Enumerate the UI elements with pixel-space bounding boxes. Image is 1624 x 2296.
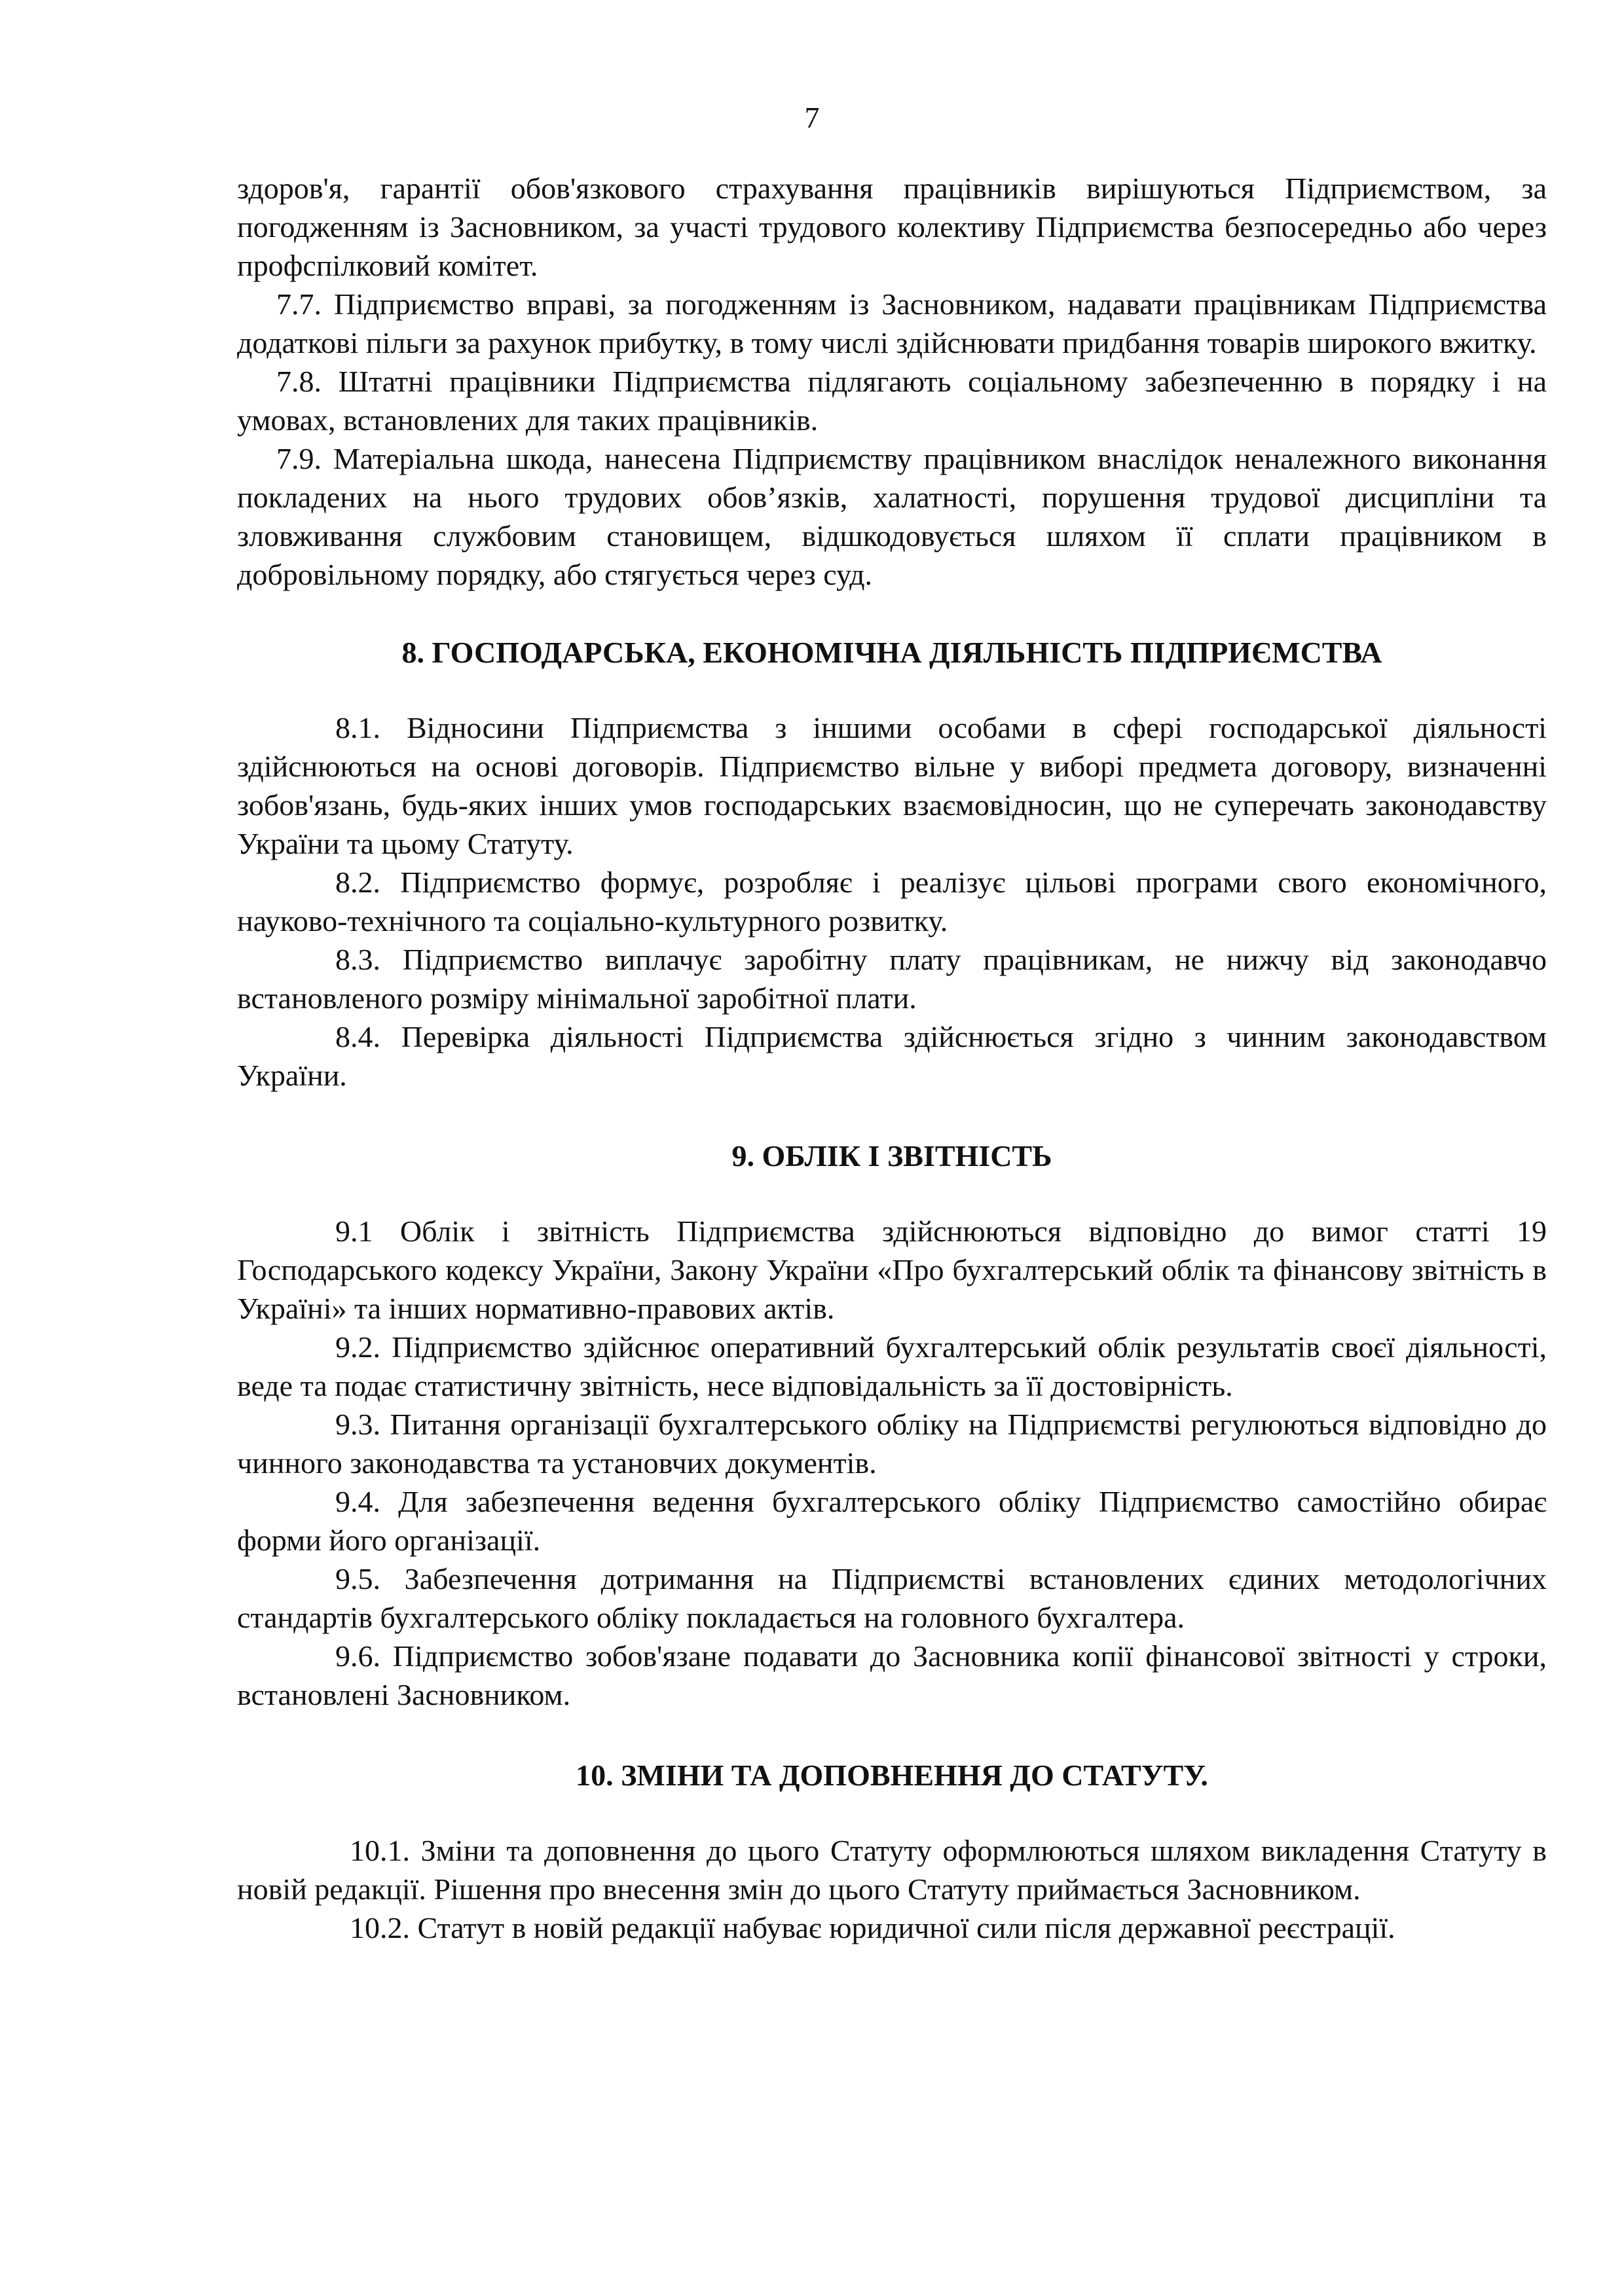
page-number: 7 <box>804 101 820 134</box>
paragraph-8-3: 8.3. Підприємство виплачує заробітну плату працівникам, не нижчу від законодавчо встановленого розміру мінімальної заробітної плати. <box>237 943 1547 1015</box>
paragraph-9-1: 9.1 Облік і звітність Підприємства здійснюються відповідно до вимог статті 19 Господарського кодексу України, Закону України «Про бухгалтерський облік та фінансову звітність в Україні» та інших нормативно-правових актів. <box>237 1214 1547 1325</box>
paragraph-9-3: 9.3. Питання організації бухгалтерського обліку на Підприємстві регулюються відповідно до чинного законодавства та установчих документів. <box>237 1408 1547 1480</box>
section-9-heading: 9. ОБЛІК І ЗВІТНІСТЬ <box>731 1139 1052 1173</box>
paragraph-8-2: 8.2. Підприємство формує, розробляє і реалізує цільові програми свого економічного, науково-технічного та соціально-культурного розвитку. <box>237 866 1547 938</box>
section-10-heading: 10. ЗМІНИ ТА ДОПОВНЕННЯ ДО СТАТУТУ. <box>576 1758 1208 1792</box>
paragraph-7-9: 7.9. Матеріальна шкода, нанесена Підприємству працівником внаслідок неналежного виконання покладених на нього трудових обов’язків, халатності, порушення трудової дисципліни та зловживання службовим становищем, відшкодовується шляхом її сплати працівником в добровільному порядку, або стягується через суд. <box>237 442 1547 591</box>
paragraph-9-6: 9.6. Підприємство зобов'язане подавати до Засновника копії фінансової звітності у строки, встановлені Засновником. <box>237 1639 1547 1711</box>
section-8-heading: 8. ГОСПОДАРСЬКА, ЕКОНОМІЧНА ДІЯЛЬНІСТЬ ПІДПРИЄМСТВА <box>401 636 1382 669</box>
paragraph-8-1: 8.1. Відносини Підприємства з іншими особами в сфері господарської діяльності здійснюються на основі договорів. Підприємство вільне у виборі предмета договору, визначенні зобов'язань, будь-яких інших умов господарських взаємовідносин, що не суперечать законодавству України та цьому Статуту. <box>237 711 1547 860</box>
paragraph-10-2: 10.2. Статут в новій редакції набуває юридичної сили після державної реєстрації. <box>350 1911 1395 1944</box>
paragraph-8-4: 8.4. Перевірка діяльності Підприємства здійснюється згідно з чинним законодавством України. <box>237 1020 1547 1092</box>
paragraph-continuation: здоров'я, гарантії обов'язкового страхування працівників вирішуються Підприємством, за погодженням із Засновником, за участі трудового колективу Підприємства безпосередньо або через профспілковий комітет. <box>237 172 1547 282</box>
paragraph-7-7: 7.7. Підприємство вправі, за погодженням із Засновником, надавати працівникам Підприємства додаткові пільги за рахунок прибутку, в тому числі здійснювати придбання товарів широкого вжитку. <box>237 287 1547 359</box>
document-body <box>237 169 1547 1947</box>
paragraph-9-4: 9.4. Для забезпечення ведення бухгалтерського обліку Підприємство самостійно обирає форми його організації. <box>237 1485 1547 1557</box>
paragraph-9-2: 9.2. Підприємство здійснює оперативний бухгалтерський облік результатів своєї діяльності, веде та подає статистичну звітність, несе відповідальність за її достовірність. <box>237 1330 1547 1402</box>
paragraph-9-5: 9.5. Забезпечення дотримання на Підприємстві встановлених єдиних методологічних стандартів бухгалтерського обліку покладається на головного бухгалтера. <box>237 1562 1547 1634</box>
paragraph-10-1: 10.1. Зміни та доповнення до цього Статуту оформлюються шляхом викладення Статуту в новій редакції. Рішення про внесення змін до цього Статуту приймається Засновником. <box>237 1834 1547 1906</box>
paragraph-7-8: 7.8. Штатні працівники Підприємства підлягають соціальному забезпеченню в порядку і на умовах, встановлених для таких працівників. <box>237 365 1547 437</box>
